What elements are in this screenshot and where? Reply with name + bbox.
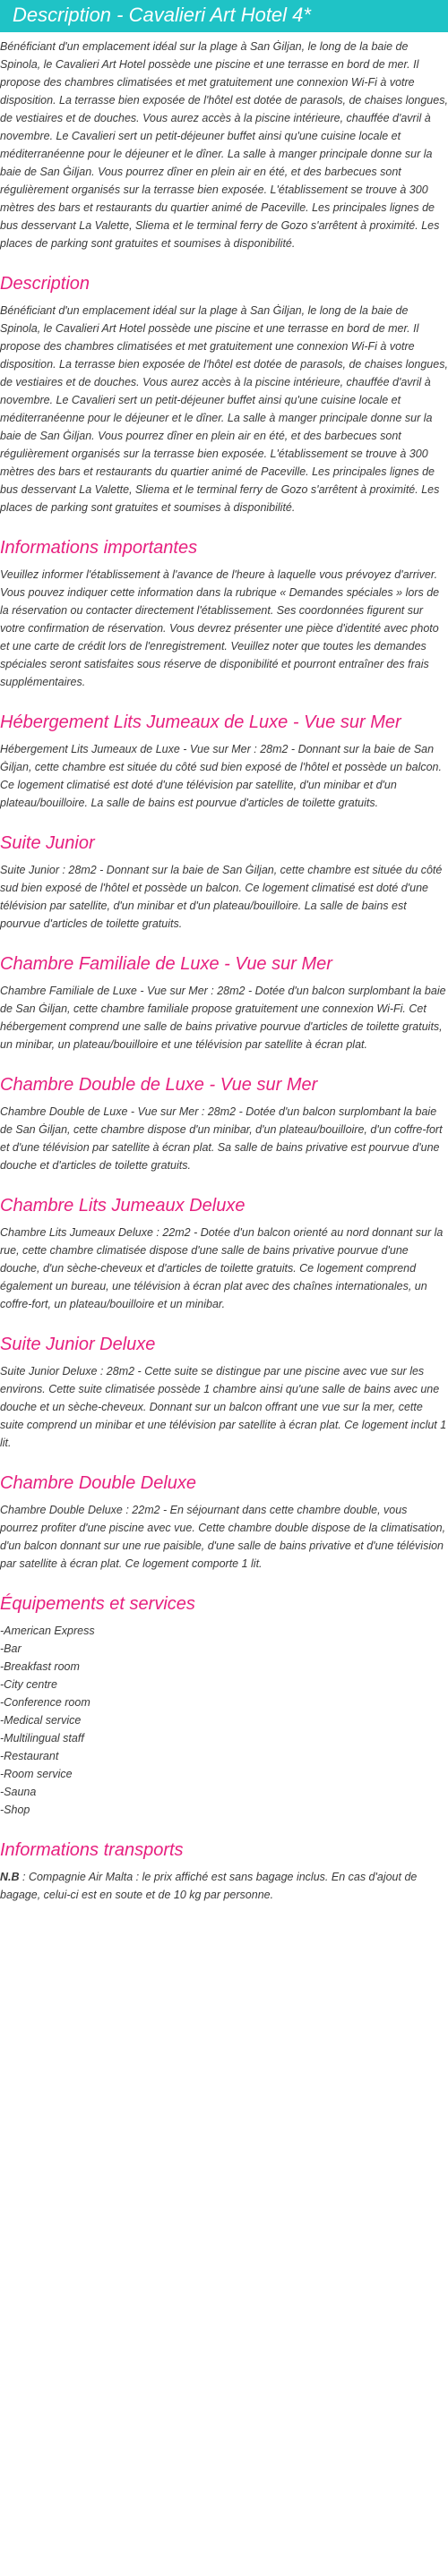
equipment-item: -Shop xyxy=(0,1804,30,1816)
section-heading: Suite Junior Deluxe xyxy=(0,1335,156,1354)
section-text: Veuillez informer l'établissement à l'avance de l'heure à laquelle vous prévoyez d'arriver. Vous pouvez indiquer cette information dans la rubrique « Demandes spéciales » lors de la réservation ou contacter directement l'établissement. Ses coordonnées figurent sur votre confirmation de réservation. Vous devrez présenter une pièce d'identité avec photo et une carte de crédit lors de l'enregistrement. Veuillez noter que toutes les demandes spéciales seront satisfaites sous réserve de disponibilité et pourront entraîner des frais supplémentaires. xyxy=(0,568,440,688)
section-text: Hébergement Lits Jumeaux de Luxe - Vue sur Mer : 28m2 - Donnant sur la baie de San Ġiljan, cette chambre est située du côté sud bien exposé de l'hôtel et possède un balcon. Ce logement climatisé est doté d'une télévision par satellite, d'un minibar et d'un plateau/bouilloire. La salle de bains est pourvue d'articles de toilette gratuits. xyxy=(0,743,442,809)
transport-note-label: N.B xyxy=(0,1871,20,1883)
section-heading: Description xyxy=(0,274,90,294)
section-text: Chambre Familiale de Luxe - Vue sur Mer : 28m2 - Dotée d'un balcon surplombant la baie de San Ġiljan, cette chambre familiale propose gratuitement une connexion Wi-Fi. Cet hébergement comprend une salle de bains privative pourvue d'articles de toilette gratuits, un minibar, un plateau/bouilloire et une télévision par satellite à écran plat. xyxy=(0,985,446,1051)
equipment-item: -City centre xyxy=(0,1678,57,1691)
equipment-item: -Breakfast room xyxy=(0,1660,80,1673)
equipment-item: -Multilingual staff xyxy=(0,1732,84,1744)
equipment-heading: Équipements et services xyxy=(0,1594,195,1614)
equipment-item: -Conference room xyxy=(0,1696,90,1709)
section-heading: Chambre Lits Jumeaux Deluxe xyxy=(0,1196,246,1215)
section-heading: Hébergement Lits Jumeaux de Luxe - Vue sur Mer xyxy=(0,712,401,732)
transport-heading: Informations transports xyxy=(0,1840,184,1860)
section-heading: Suite Junior xyxy=(0,833,95,853)
equipment-item: -Bar xyxy=(0,1642,22,1655)
section-heading: Chambre Familiale de Luxe - Vue sur Mer xyxy=(0,954,332,974)
equipment-item: -Medical service xyxy=(0,1714,82,1727)
transport-note xyxy=(0,1868,448,1904)
section-text: Chambre Double Deluxe : 22m2 - En séjournant dans cette chambre double, vous pourrez profiter d'une piscine avec vue. Cette chambre double dispose de la climatisation, d'un balcon donnant sur une rue paisible, d'une salle de bains privative et d'une télévision par satellite à écran plat. Ce logement comporte 1 lit. xyxy=(0,1504,446,1570)
section-text: Chambre Lits Jumeaux Deluxe : 22m2 - Dotée d'un balcon orienté au nord donnant sur la rue, cette chambre climatisée dispose d'une salle de bains privative pourvue d'une douche, d'un sèche-cheveux et d'articles de toilette gratuits. Ce logement comprend également un bureau, une télévision à écran plat avec des chaînes internationales, un coffre-fort, un plateau/bouilloire et un minibar. xyxy=(0,1226,444,1310)
section-text: Suite Junior Deluxe : 28m2 - Cette suite se distingue par une piscine avec vue sur les environs. Cette suite climatisée possède 1 chambre ainsi qu'une salle de bains avec une douche et un sèche-cheveux. Donnant sur un balcon offrant une vue sur la mer, cette suite comprend un minibar et une télévision par satellite à écran plat. Ce logement inclut 1 lit. xyxy=(0,1365,447,1449)
section-heading: Chambre Double Deluxe xyxy=(0,1473,197,1493)
page-title-banner: Description - Cavalieri Art Hotel 4* xyxy=(0,0,448,32)
equipment-item: -Restaurant xyxy=(0,1750,59,1762)
section-text: Suite Junior : 28m2 - Donnant sur la baie de San Ġiljan, cette chambre est située du côté sud bien exposé de l'hôtel et possède un balcon. Ce logement climatisé est doté d'une télévision par satellite, d'un minibar et d'un plateau/bouilloire. La salle de bains est pourvue d'articles de toilette gratuits. xyxy=(0,864,443,930)
section-heading: Chambre Double de Luxe - Vue sur Mer xyxy=(0,1075,318,1095)
transport-note-text: : Compagnie Air Malta : le prix affiché est sans bagage inclus. En cas d'ajout de bagage, celui-ci est en soute et de 10 kg par personne. xyxy=(0,1871,418,1901)
section-text: Chambre Double de Luxe - Vue sur Mer : 28m2 - Dotée d'un balcon surplombant la baie de San Ġiljan, cette chambre dispose d'un minibar, d'un plateau/bouilloire, d'un coffre-fort et d'une télévision par satellite à écran plat. Sa salle de bains privative est pourvue d'une douche et d'articles de toilette gratuits. xyxy=(0,1105,443,1172)
equipment-item: -Room service xyxy=(0,1768,73,1780)
equipment-item: -Sauna xyxy=(0,1786,37,1798)
section-text: Bénéficiant d'un emplacement idéal sur la plage à San Ġiljan, le long de la baie de Spinola, le Cavalieri Art Hotel possède une piscine et une terrasse en bord de mer. Il propose des chambres climatisées et met gratuitement une connexion Wi-Fi à votre disposition. La terrasse bien exposée de l'hôtel est dotée de parasols, de chaises longues, de vestiaires et de douches. Vous aurez accès à la piscine intérieure, chauffée d'avril à novembre. Le Cavalieri sert un petit-déjeuner buffet ainsi qu'une cuisine locale et méditerranéenne pour le déjeuner et le dîner. La salle à manger principale donne sur la baie de San Ġiljan. Vous pourrez dîner en plein air en été, et des barbecues sont régulièrement organisés sur la terrasse bien exposée. L'établissement se trouve à 300 mètres des bars et restaurants du quartier animé de Paceville. Les principales lignes de bus desservant La Valette, Sliema et le terminal ferry de Gozo s'arrêtent à proximité. Les places de parking sont gratuites et soumises à disponibilité. xyxy=(0,304,448,514)
intro-text: Bénéficiant d'un emplacement idéal sur la plage à San Ġiljan, le long de la baie de Spinola, le Cavalieri Art Hotel possède une piscine et une terrasse en bord de mer. Il propose des chambres climatisées et met gratuitement une connexion Wi-Fi à votre disposition. La terrasse bien exposée de l'hôtel est dotée de parasols, de chaises longues, de vestiaires et de douches. Vous aurez accès à la piscine intérieure, chauffée d'avril à novembre. Le Cavalieri sert un petit-déjeuner buffet ainsi qu'une cuisine locale et méditerranéenne pour le déjeuner et le dîner. La salle à manger principale donne sur la baie de San Ġiljan. Vous pourrez dîner en plein air en été, et des barbecues sont régulièrement organisés sur la terrasse bien exposée. L'établissement se trouve à 300 mètres des bars et restaurants du quartier animé de Paceville. Les principales lignes de bus desservant La Valette, Sliema et le terminal ferry de Gozo s'arrêtent à proximité. Les places de parking sont gratuites et soumises à disponibilité. xyxy=(0,40,448,250)
section-heading: Informations importantes xyxy=(0,538,198,558)
equipment-item: -American Express xyxy=(0,1625,95,1637)
equipment-list xyxy=(0,1622,448,1819)
sections-container xyxy=(0,274,448,1573)
